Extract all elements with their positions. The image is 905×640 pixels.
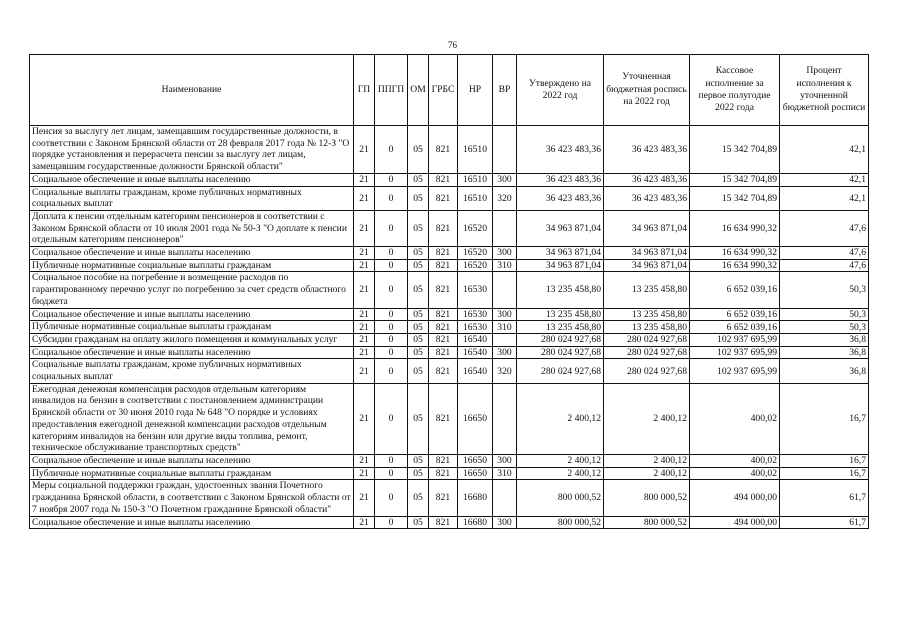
- row-approved: 13 235 458,80: [517, 321, 604, 334]
- row-grbs: 821: [429, 186, 458, 210]
- table-row: [30, 247, 869, 260]
- table-row: [30, 173, 869, 186]
- row-refined: 34 963 871,04: [604, 247, 690, 260]
- budget-table: [29, 54, 869, 529]
- row-nr: 16510: [458, 126, 493, 174]
- row-cash-execution: 102 937 695,99: [690, 333, 780, 346]
- row-om: 05: [408, 333, 429, 346]
- row-name: Социальное пособие на погребение и возмещение расходов по гарантированному перечню услуг по погребению за счет средств областного бюджета: [30, 272, 354, 308]
- row-approved: 13 235 458,80: [517, 272, 604, 308]
- column-header: Наименование: [30, 55, 354, 126]
- row-cash-execution: 16 634 990,32: [690, 259, 780, 272]
- row-cash-execution: 400,02: [690, 454, 780, 467]
- row-nr: 16650: [458, 383, 493, 454]
- row-cash-execution: 6 652 039,16: [690, 272, 780, 308]
- row-gp: 21: [354, 247, 375, 260]
- column-header: Утверждено на 2022 год: [517, 55, 604, 126]
- row-gp: 21: [354, 126, 375, 174]
- row-name: Доплата к пенсии отдельным категориям пенсионеров в соответствии с Законом Брянской области от 10 июля 2001 года № 50-З "О доплате к пенсии отдельным категориям пенсионеров": [30, 210, 354, 246]
- table-row: [30, 454, 869, 467]
- row-vr: [493, 272, 517, 308]
- row-refined: 2 400,12: [604, 467, 690, 480]
- row-percent: 36,8: [780, 333, 869, 346]
- row-name: Пенсия за выслугу лет лицам, замещавшим государственные должности, в соответствии с Законом Брянской области от 28 февраля 2017 года № 12-З "О порядке установления и перерасчета пенсии за выслугу лет лицам, замещавшим государственные должности Брянской области": [30, 126, 354, 174]
- row-ppgp: 0: [375, 210, 408, 246]
- row-refined: 36 423 483,36: [604, 126, 690, 174]
- row-nr: 16530: [458, 308, 493, 321]
- table-row: [30, 126, 869, 174]
- row-name: Публичные нормативные социальные выплаты гражданам: [30, 321, 354, 334]
- table-row: [30, 480, 869, 516]
- column-header: ГРБС: [429, 55, 458, 126]
- row-cash-execution: 6 652 039,16: [690, 308, 780, 321]
- row-grbs: 821: [429, 272, 458, 308]
- page-number: 76: [448, 40, 457, 50]
- row-om: 05: [408, 126, 429, 174]
- row-grbs: 821: [429, 210, 458, 246]
- row-refined: 13 235 458,80: [604, 272, 690, 308]
- row-vr: 300: [493, 454, 517, 467]
- row-nr: 16510: [458, 186, 493, 210]
- row-approved: 36 423 483,36: [517, 173, 604, 186]
- row-gp: 21: [354, 333, 375, 346]
- row-refined: 13 235 458,80: [604, 321, 690, 334]
- row-vr: [493, 383, 517, 454]
- row-name: Социальное обеспечение и иные выплаты населению: [30, 454, 354, 467]
- row-vr: 300: [493, 346, 517, 359]
- row-grbs: 821: [429, 321, 458, 334]
- row-cash-execution: 15 342 704,89: [690, 186, 780, 210]
- row-grbs: 821: [429, 346, 458, 359]
- row-vr: 300: [493, 247, 517, 260]
- row-vr: [493, 480, 517, 516]
- table-row: [30, 308, 869, 321]
- column-header: Кассовое исполнение за первое полугодие 2022 года: [690, 55, 780, 126]
- table-header-row: [30, 55, 869, 126]
- row-percent: 50,3: [780, 272, 869, 308]
- row-approved: 280 024 927,68: [517, 359, 604, 383]
- row-grbs: 821: [429, 516, 458, 529]
- row-ppgp: 0: [375, 272, 408, 308]
- table-row: [30, 333, 869, 346]
- row-nr: 16520: [458, 210, 493, 246]
- row-name: Субсидии гражданам на оплату жилого помещения и коммунальных услуг: [30, 333, 354, 346]
- row-approved: 34 963 871,04: [517, 247, 604, 260]
- row-nr: 16510: [458, 173, 493, 186]
- row-gp: 21: [354, 259, 375, 272]
- column-header: Процент исполнения к уточненной бюджетной росписи: [780, 55, 869, 126]
- row-name: Социальные выплаты гражданам, кроме публичных нормативных социальных выплат: [30, 359, 354, 383]
- row-percent: 47,6: [780, 247, 869, 260]
- row-vr: 310: [493, 259, 517, 272]
- row-cash-execution: 15 342 704,89: [690, 173, 780, 186]
- row-gp: 21: [354, 516, 375, 529]
- column-header: ГП: [354, 55, 375, 126]
- row-refined: 2 400,12: [604, 454, 690, 467]
- row-grbs: 821: [429, 259, 458, 272]
- row-nr: 16650: [458, 454, 493, 467]
- row-om: 05: [408, 308, 429, 321]
- row-cash-execution: 102 937 695,99: [690, 359, 780, 383]
- row-name: Меры социальной поддержки граждан, удостоенных звания Почетного гражданина Брянской области, в соответствии с Законом Брянской области от 7 ноября 2007 года № 150-З "О Почетном гражданине Брянской области": [30, 480, 354, 516]
- row-gp: 21: [354, 210, 375, 246]
- row-om: 05: [408, 454, 429, 467]
- row-om: 05: [408, 210, 429, 246]
- row-refined: 36 423 483,36: [604, 186, 690, 210]
- row-grbs: 821: [429, 308, 458, 321]
- row-percent: 16,7: [780, 454, 869, 467]
- row-vr: 300: [493, 516, 517, 529]
- row-om: 05: [408, 272, 429, 308]
- row-vr: [493, 333, 517, 346]
- table-row: [30, 359, 869, 383]
- row-gp: 21: [354, 454, 375, 467]
- row-name: Ежегодная денежная компенсация расходов отдельным категориям инвалидов на бензин в соответствии с постановлением администрации Брянской области от 30 июня 2010 года № 648 "О порядке и условиях предоставления ежегодной денежной компенсации расходов отдельным категориям инвалидов на бензин или другие виды топлива, ремонт, техническое обслуживание транспортных средств": [30, 383, 354, 454]
- row-percent: 61,7: [780, 516, 869, 529]
- row-vr: 300: [493, 173, 517, 186]
- row-vr: 320: [493, 186, 517, 210]
- row-nr: 16530: [458, 272, 493, 308]
- row-percent: 16,7: [780, 383, 869, 454]
- table-row: [30, 321, 869, 334]
- row-cash-execution: 494 000,00: [690, 480, 780, 516]
- row-ppgp: 0: [375, 247, 408, 260]
- row-ppgp: 0: [375, 359, 408, 383]
- row-gp: 21: [354, 383, 375, 454]
- row-refined: 36 423 483,36: [604, 173, 690, 186]
- row-gp: 21: [354, 173, 375, 186]
- row-approved: 800 000,52: [517, 480, 604, 516]
- row-name: Публичные нормативные социальные выплаты гражданам: [30, 467, 354, 480]
- row-percent: 50,3: [780, 321, 869, 334]
- row-grbs: 821: [429, 383, 458, 454]
- column-header: ВР: [493, 55, 517, 126]
- row-om: 05: [408, 516, 429, 529]
- row-grbs: 821: [429, 467, 458, 480]
- row-name: Социальное обеспечение и иные выплаты населению: [30, 173, 354, 186]
- column-header: НР: [458, 55, 493, 126]
- row-approved: 13 235 458,80: [517, 308, 604, 321]
- row-ppgp: 0: [375, 480, 408, 516]
- row-gp: 21: [354, 321, 375, 334]
- row-name: Социальное обеспечение и иные выплаты населению: [30, 346, 354, 359]
- row-nr: 16540: [458, 359, 493, 383]
- row-ppgp: 0: [375, 308, 408, 321]
- row-name: Публичные нормативные социальные выплаты гражданам: [30, 259, 354, 272]
- column-header: ППГП: [375, 55, 408, 126]
- row-ppgp: 0: [375, 173, 408, 186]
- row-ppgp: 0: [375, 454, 408, 467]
- row-cash-execution: 400,02: [690, 467, 780, 480]
- row-refined: 34 963 871,04: [604, 259, 690, 272]
- row-vr: 310: [493, 321, 517, 334]
- row-nr: 16680: [458, 516, 493, 529]
- row-grbs: 821: [429, 126, 458, 174]
- row-vr: [493, 126, 517, 174]
- row-refined: 800 000,52: [604, 480, 690, 516]
- row-om: 05: [408, 247, 429, 260]
- table-row: [30, 467, 869, 480]
- row-om: 05: [408, 467, 429, 480]
- row-gp: 21: [354, 359, 375, 383]
- row-ppgp: 0: [375, 321, 408, 334]
- column-header: ОМ: [408, 55, 429, 126]
- row-approved: 36 423 483,36: [517, 186, 604, 210]
- row-ppgp: 0: [375, 467, 408, 480]
- row-approved: 2 400,12: [517, 467, 604, 480]
- row-percent: 61,7: [780, 480, 869, 516]
- row-vr: 310: [493, 467, 517, 480]
- table-row: [30, 259, 869, 272]
- row-cash-execution: 494 000,00: [690, 516, 780, 529]
- row-approved: 280 024 927,68: [517, 346, 604, 359]
- row-cash-execution: 102 937 695,99: [690, 346, 780, 359]
- row-om: 05: [408, 383, 429, 454]
- row-om: 05: [408, 173, 429, 186]
- row-grbs: 821: [429, 333, 458, 346]
- row-gp: 21: [354, 346, 375, 359]
- row-nr: 16650: [458, 467, 493, 480]
- row-grbs: 821: [429, 359, 458, 383]
- row-cash-execution: 16 634 990,32: [690, 210, 780, 246]
- column-header: Уточненная бюджетная роспись на 2022 год: [604, 55, 690, 126]
- row-ppgp: 0: [375, 126, 408, 174]
- row-gp: 21: [354, 308, 375, 321]
- row-gp: 21: [354, 272, 375, 308]
- table-row: [30, 210, 869, 246]
- row-ppgp: 0: [375, 516, 408, 529]
- row-om: 05: [408, 259, 429, 272]
- table-row: [30, 516, 869, 529]
- row-vr: 320: [493, 359, 517, 383]
- row-nr: 16540: [458, 333, 493, 346]
- row-om: 05: [408, 346, 429, 359]
- row-ppgp: 0: [375, 259, 408, 272]
- row-cash-execution: 400,02: [690, 383, 780, 454]
- row-vr: [493, 210, 517, 246]
- row-grbs: 821: [429, 480, 458, 516]
- row-om: 05: [408, 321, 429, 334]
- row-refined: 280 024 927,68: [604, 359, 690, 383]
- row-om: 05: [408, 480, 429, 516]
- row-percent: 42,1: [780, 173, 869, 186]
- row-percent: 50,3: [780, 308, 869, 321]
- row-approved: 280 024 927,68: [517, 333, 604, 346]
- row-approved: 34 963 871,04: [517, 210, 604, 246]
- table-row: [30, 346, 869, 359]
- row-approved: 800 000,52: [517, 516, 604, 529]
- row-ppgp: 0: [375, 383, 408, 454]
- row-nr: 16520: [458, 247, 493, 260]
- row-ppgp: 0: [375, 186, 408, 210]
- row-refined: 280 024 927,68: [604, 346, 690, 359]
- row-percent: 47,6: [780, 259, 869, 272]
- row-om: 05: [408, 359, 429, 383]
- row-cash-execution: 16 634 990,32: [690, 247, 780, 260]
- row-percent: 42,1: [780, 186, 869, 210]
- row-name: Социальные выплаты гражданам, кроме публичных нормативных социальных выплат: [30, 186, 354, 210]
- row-om: 05: [408, 186, 429, 210]
- row-grbs: 821: [429, 454, 458, 467]
- row-percent: 16,7: [780, 467, 869, 480]
- row-vr: 300: [493, 308, 517, 321]
- row-refined: 13 235 458,80: [604, 308, 690, 321]
- table-row: [30, 272, 869, 308]
- row-gp: 21: [354, 480, 375, 516]
- row-cash-execution: 6 652 039,16: [690, 321, 780, 334]
- row-nr: 16520: [458, 259, 493, 272]
- row-approved: 36 423 483,36: [517, 126, 604, 174]
- table-row: [30, 186, 869, 210]
- row-percent: 42,1: [780, 126, 869, 174]
- row-approved: 2 400,12: [517, 454, 604, 467]
- row-percent: 36,8: [780, 359, 869, 383]
- row-ppgp: 0: [375, 346, 408, 359]
- row-grbs: 821: [429, 173, 458, 186]
- row-approved: 34 963 871,04: [517, 259, 604, 272]
- row-percent: 36,8: [780, 346, 869, 359]
- row-refined: 800 000,52: [604, 516, 690, 529]
- row-refined: 34 963 871,04: [604, 210, 690, 246]
- row-nr: 16530: [458, 321, 493, 334]
- row-ppgp: 0: [375, 333, 408, 346]
- table-row: [30, 383, 869, 454]
- row-gp: 21: [354, 186, 375, 210]
- row-gp: 21: [354, 467, 375, 480]
- row-refined: 280 024 927,68: [604, 333, 690, 346]
- row-nr: 16540: [458, 346, 493, 359]
- row-cash-execution: 15 342 704,89: [690, 126, 780, 174]
- row-percent: 47,6: [780, 210, 869, 246]
- row-name: Социальное обеспечение и иные выплаты населению: [30, 247, 354, 260]
- row-name: Социальное обеспечение и иные выплаты населению: [30, 516, 354, 529]
- row-name: Социальное обеспечение и иные выплаты населению: [30, 308, 354, 321]
- row-nr: 16680: [458, 480, 493, 516]
- row-approved: 2 400,12: [517, 383, 604, 454]
- row-refined: 2 400,12: [604, 383, 690, 454]
- row-grbs: 821: [429, 247, 458, 260]
